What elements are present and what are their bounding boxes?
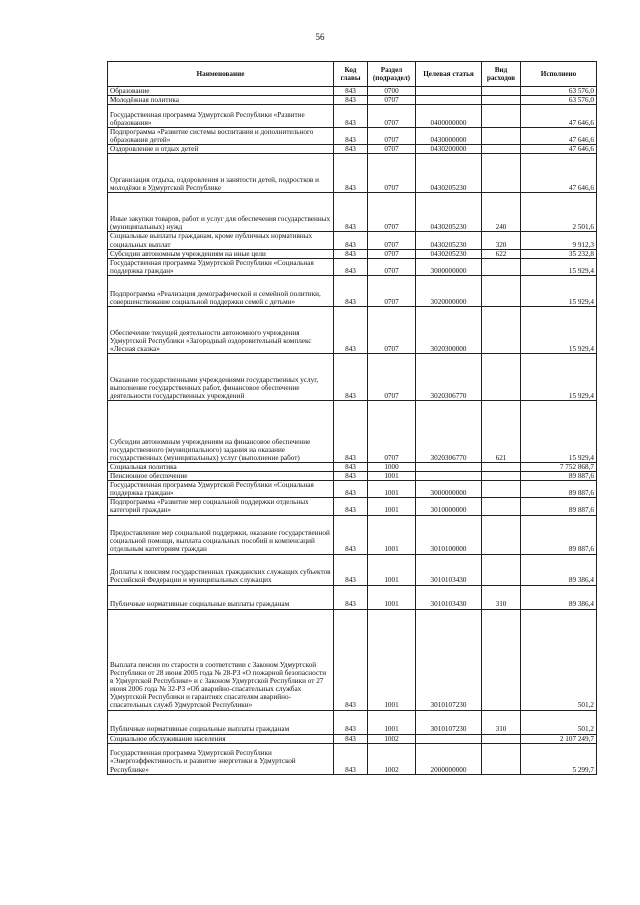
cell-section: 0707 <box>368 105 416 128</box>
cell-executed: 15 929,4 <box>521 400 597 462</box>
cell-executed: 501,2 <box>521 710 597 734</box>
cell-code: 843 <box>334 609 368 710</box>
cell-target: 0430205230 <box>416 193 482 232</box>
cell-executed: 35 232,8 <box>521 249 597 258</box>
expenditure-table <box>107 61 597 775</box>
cell-section: 0707 <box>368 400 416 462</box>
cell-code: 843 <box>334 154 368 193</box>
cell-target: 2000000000 <box>416 743 482 774</box>
cell-name: Пенсионное обеспечение <box>108 472 334 481</box>
cell-executed: 63 576,0 <box>521 87 597 96</box>
cell-code: 843 <box>334 193 368 232</box>
cell-code: 843 <box>334 145 368 154</box>
cell-executed: 89 887,6 <box>521 481 597 498</box>
table-row <box>108 554 597 585</box>
cell-type <box>482 258 521 275</box>
cell-executed: 89 386,4 <box>521 585 597 609</box>
header-target: Целевая статья <box>416 62 482 87</box>
cell-executed: 15 929,4 <box>521 275 597 306</box>
cell-section: 1001 <box>368 585 416 609</box>
cell-section: 0707 <box>368 145 416 154</box>
cell-section: 1001 <box>368 498 416 515</box>
table-row <box>108 249 597 258</box>
cell-code: 843 <box>334 481 368 498</box>
cell-section: 0707 <box>368 275 416 306</box>
cell-type <box>482 275 521 306</box>
cell-name: Субсидии автономным учреждениям на финансовое обеспечение государственного (муниципального) задания на оказание государственных (муниципальных) услуг (выполнение работ) <box>108 400 334 462</box>
table-row <box>108 515 597 554</box>
cell-executed: 2 501,6 <box>521 193 597 232</box>
cell-target: 0430205230 <box>416 232 482 249</box>
cell-name: Предоставление мер социальной поддержки, оказание государственной социальной помощи, выплата социальных пособий и компенсаций отдельным категориям граждан <box>108 515 334 554</box>
cell-target: 3010100000 <box>416 515 482 554</box>
table-row <box>108 743 597 774</box>
cell-target: 3000000000 <box>416 258 482 275</box>
cell-code: 843 <box>334 353 368 400</box>
cell-target: 3020000000 <box>416 275 482 306</box>
cell-code: 843 <box>334 275 368 306</box>
table-row <box>108 96 597 105</box>
cell-name: Государственная программа Удмуртской Республики «Развитие образования» <box>108 105 334 128</box>
cell-type <box>482 515 521 554</box>
cell-code: 843 <box>334 400 368 462</box>
cell-type <box>482 481 521 498</box>
table-row <box>108 710 597 734</box>
cell-code: 843 <box>334 743 368 774</box>
cell-type <box>482 462 521 471</box>
table-row <box>108 128 597 145</box>
cell-code: 843 <box>334 554 368 585</box>
cell-code: 843 <box>334 128 368 145</box>
table-row <box>108 472 597 481</box>
cell-type <box>482 145 521 154</box>
cell-code: 843 <box>334 515 368 554</box>
cell-type <box>482 96 521 105</box>
table-row <box>108 734 597 743</box>
cell-target <box>416 734 482 743</box>
cell-type <box>482 609 521 710</box>
cell-name: Государственная программа Удмуртской Республики «Социальная поддержка граждан» <box>108 258 334 275</box>
table-header-row <box>108 62 597 87</box>
cell-code: 843 <box>334 249 368 258</box>
cell-name: Публичные нормативные социальные выплаты гражданам <box>108 710 334 734</box>
cell-target: 0430205230 <box>416 154 482 193</box>
cell-name: Оказание государственными учреждениями государственных услуг, выполнение государственных работ, финансовое обеспечение деятельности государственных учреждений <box>108 353 334 400</box>
cell-target: 3010103430 <box>416 554 482 585</box>
cell-executed: 89 386,4 <box>521 554 597 585</box>
table-row <box>108 193 597 232</box>
cell-target <box>416 462 482 471</box>
cell-code: 843 <box>334 105 368 128</box>
cell-target: 0430200000 <box>416 145 482 154</box>
cell-executed: 15 929,4 <box>521 306 597 353</box>
cell-name: Обеспечение текущей деятельности автономного учреждения Удмуртской Республики «Загородный оздоровительный комплекс «Лесная сказка» <box>108 306 334 353</box>
cell-name: Подпрограмма «Развитие системы воспитания и дополнительного образования детей» <box>108 128 334 145</box>
table-row <box>108 145 597 154</box>
cell-type <box>482 128 521 145</box>
cell-code: 843 <box>334 472 368 481</box>
cell-type: 621 <box>482 400 521 462</box>
cell-name: Доплаты к пенсиям государственных гражданских служащих субъектов Российской Федерации и муниципальных служащих <box>108 554 334 585</box>
cell-name: Государственная программа Удмуртской Республики «Социальная поддержка граждан» <box>108 481 334 498</box>
cell-executed: 7 752 868,7 <box>521 462 597 471</box>
table-row <box>108 87 597 96</box>
table-row <box>108 105 597 128</box>
cell-target <box>416 96 482 105</box>
cell-code: 843 <box>334 258 368 275</box>
table-row <box>108 306 597 353</box>
cell-section: 0707 <box>368 258 416 275</box>
cell-code: 843 <box>334 306 368 353</box>
cell-executed: 9 912,3 <box>521 232 597 249</box>
cell-target: 3010103430 <box>416 585 482 609</box>
table-row <box>108 275 597 306</box>
cell-target <box>416 87 482 96</box>
cell-section: 1001 <box>368 710 416 734</box>
cell-executed: 501,2 <box>521 609 597 710</box>
cell-type: 310 <box>482 585 521 609</box>
table-row <box>108 609 597 710</box>
header-name: Наименование <box>108 62 334 87</box>
cell-type <box>482 105 521 128</box>
cell-target <box>416 472 482 481</box>
table-row <box>108 585 597 609</box>
cell-section: 1001 <box>368 481 416 498</box>
cell-executed: 47 646,6 <box>521 145 597 154</box>
header-type: Вид расходов <box>482 62 521 87</box>
cell-executed: 89 887,6 <box>521 472 597 481</box>
cell-code: 843 <box>334 462 368 471</box>
cell-type <box>482 743 521 774</box>
cell-type <box>482 306 521 353</box>
cell-section: 1001 <box>368 609 416 710</box>
cell-type <box>482 734 521 743</box>
cell-executed: 5 299,7 <box>521 743 597 774</box>
table-row <box>108 400 597 462</box>
cell-section: 0707 <box>368 353 416 400</box>
cell-target: 3020306770 <box>416 353 482 400</box>
cell-name: Субсидии автономным учреждениям на иные цели <box>108 249 334 258</box>
cell-name: Социальные выплаты гражданам, кроме публичных нормативных социальных выплат <box>108 232 334 249</box>
table-row <box>108 154 597 193</box>
cell-executed: 89 887,6 <box>521 515 597 554</box>
cell-executed: 15 929,4 <box>521 353 597 400</box>
cell-executed: 2 107 249,7 <box>521 734 597 743</box>
cell-code: 843 <box>334 87 368 96</box>
cell-section: 0707 <box>368 96 416 105</box>
cell-section: 0707 <box>368 249 416 258</box>
cell-type <box>482 87 521 96</box>
cell-target: 3010107230 <box>416 609 482 710</box>
cell-target: 3000000000 <box>416 481 482 498</box>
cell-type: 310 <box>482 710 521 734</box>
cell-section: 0707 <box>368 193 416 232</box>
cell-type <box>482 154 521 193</box>
cell-section: 1002 <box>368 743 416 774</box>
cell-name: Социальная политика <box>108 462 334 471</box>
cell-name: Выплата пенсии по старости в соответствии с Законом Удмуртской Республики от 28 июня 2005 года № 28-РЗ «О пожарной безопасности в Удмуртской Республике» и с Законом Удмуртской Республики от 27 июня 2006 года № 32-РЗ «Об аварийно-спасательных службах Удмуртской Республики и гарантиях спасателям аварийно-спасательных служб Удмуртской Республики» <box>108 609 334 710</box>
cell-target: 3020300000 <box>416 306 482 353</box>
cell-name: Оздоровление и отдых детей <box>108 145 334 154</box>
cell-target: 0400000000 <box>416 105 482 128</box>
cell-executed: 15 929,4 <box>521 258 597 275</box>
cell-name: Публичные нормативные социальные выплаты гражданам <box>108 585 334 609</box>
cell-target: 3010000000 <box>416 498 482 515</box>
cell-section: 1001 <box>368 515 416 554</box>
cell-name: Социальное обслуживание населения <box>108 734 334 743</box>
cell-section: 0700 <box>368 87 416 96</box>
cell-section: 0707 <box>368 128 416 145</box>
cell-target: 3020306770 <box>416 400 482 462</box>
table-row <box>108 353 597 400</box>
cell-section: 0707 <box>368 154 416 193</box>
table-row <box>108 232 597 249</box>
cell-executed: 63 576,0 <box>521 96 597 105</box>
cell-target: 0430205230 <box>416 249 482 258</box>
cell-executed: 47 646,6 <box>521 105 597 128</box>
cell-code: 843 <box>334 96 368 105</box>
cell-section: 1001 <box>368 554 416 585</box>
cell-name: Подпрограмма «Развитие мер социальной поддержки отдельных категорий граждан» <box>108 498 334 515</box>
cell-code: 843 <box>334 498 368 515</box>
cell-type: 622 <box>482 249 521 258</box>
cell-name: Организация отдыха, оздоровления и занятости детей, подростков и молодёжи в Удмуртской Республике <box>108 154 334 193</box>
cell-code: 843 <box>334 710 368 734</box>
cell-code: 843 <box>334 585 368 609</box>
cell-name: Молодёжная политика <box>108 96 334 105</box>
cell-code: 843 <box>334 232 368 249</box>
cell-executed: 47 646,6 <box>521 128 597 145</box>
cell-name: Подпрограмма «Реализация демографической и семейной политики, совершенствование социальной поддержки семей с детьми» <box>108 275 334 306</box>
cell-executed: 89 887,6 <box>521 498 597 515</box>
cell-type: 320 <box>482 232 521 249</box>
cell-executed: 47 646,6 <box>521 154 597 193</box>
cell-type <box>482 498 521 515</box>
header-code: Код главы <box>334 62 368 87</box>
header-section: Раздел (подраздел) <box>368 62 416 87</box>
table-row <box>108 258 597 275</box>
table-row <box>108 462 597 471</box>
cell-section: 0707 <box>368 232 416 249</box>
cell-name: Образование <box>108 87 334 96</box>
cell-target: 3010107230 <box>416 710 482 734</box>
cell-section: 1000 <box>368 462 416 471</box>
table-row <box>108 498 597 515</box>
cell-type: 240 <box>482 193 521 232</box>
cell-section: 0707 <box>368 306 416 353</box>
cell-target: 0430000000 <box>416 128 482 145</box>
cell-name: Государственная программа Удмуртской Республики «Энергоэффективность и развитие энергетики в Удмуртской Республике» <box>108 743 334 774</box>
header-executed: Исполнено <box>521 62 597 87</box>
cell-type <box>482 353 521 400</box>
cell-section: 1001 <box>368 472 416 481</box>
cell-type <box>482 472 521 481</box>
page-number: 56 <box>315 32 325 42</box>
cell-code: 843 <box>334 734 368 743</box>
cell-section: 1002 <box>368 734 416 743</box>
cell-type <box>482 554 521 585</box>
table-row <box>108 481 597 498</box>
cell-name: Иные закупки товаров, работ и услуг для обеспечения государственных (муниципальных) нужд <box>108 193 334 232</box>
